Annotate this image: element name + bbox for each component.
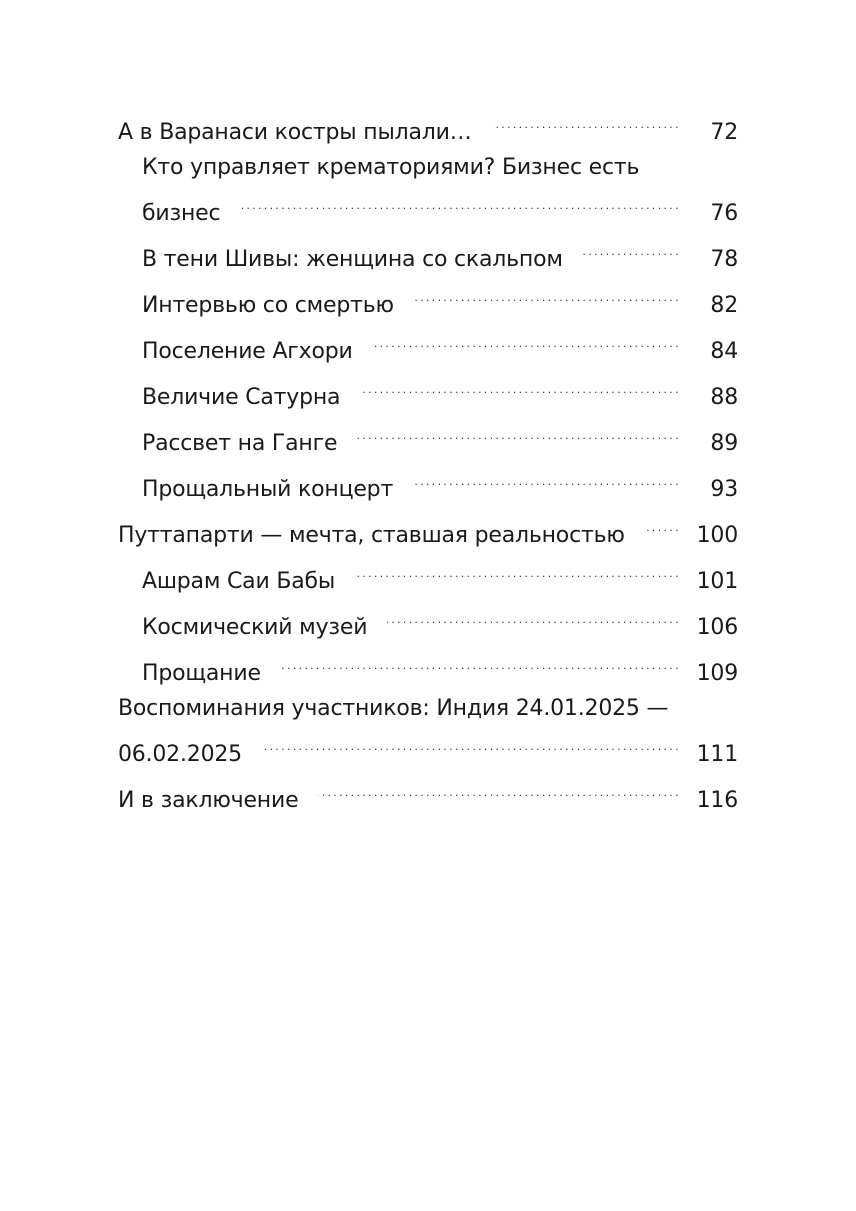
- toc-entry[interactable]: [118, 772, 738, 818]
- toc-entry-title: 06.02.2025: [118, 742, 242, 767]
- toc-entry[interactable]: [118, 461, 738, 507]
- toc-page-number: 84: [710, 339, 738, 364]
- dot-leader: [583, 231, 678, 266]
- toc-entry-line: [118, 726, 738, 772]
- dot-leader: [492, 104, 678, 139]
- toc-page-number: 100: [696, 523, 738, 548]
- dot-leader: [240, 185, 678, 220]
- dot-leader: [357, 415, 678, 450]
- toc-entry[interactable]: [118, 645, 738, 691]
- toc-entry-title: Ашрам Саи Бабы: [142, 569, 336, 594]
- dot-leader: [318, 772, 678, 807]
- toc-entry-title: Рассвет на Ганге: [142, 431, 338, 456]
- toc-entry[interactable]: [118, 104, 738, 150]
- toc-page-number: 106: [696, 615, 738, 640]
- toc-entry-line: [142, 323, 738, 369]
- toc-entry[interactable]: [118, 415, 738, 461]
- toc-entry-title: Путтапарти — мечта, ставшая реальностью: [118, 523, 625, 548]
- toc-page-number: 78: [710, 247, 738, 272]
- dot-leader: [281, 645, 678, 680]
- toc-entry-line: [142, 231, 738, 277]
- toc-entry-title: Прощальный концерт: [142, 477, 394, 502]
- toc-entry-title-line: Кто управляет крематориями? Бизнес есть: [142, 155, 640, 180]
- toc-entry[interactable]: [118, 231, 738, 277]
- toc-page-number: 111: [696, 742, 738, 767]
- dot-leader: [262, 726, 678, 761]
- dot-leader: [414, 277, 678, 312]
- toc-entry-line: [118, 772, 738, 818]
- toc-entry-title: бизнес: [142, 201, 221, 226]
- toc-page-number: 101: [696, 569, 738, 594]
- toc-page-number: 109: [696, 661, 738, 686]
- toc-entry[interactable]: [118, 691, 738, 772]
- dot-leader: [355, 553, 678, 588]
- toc-entry-title: В тени Шивы: женщина со скальпом: [142, 247, 563, 272]
- toc-page-number: 93: [710, 477, 738, 502]
- dot-leader: [413, 461, 678, 496]
- toc-entry-line: [142, 369, 738, 415]
- toc-page-number: 82: [710, 293, 738, 318]
- toc-entry-title: Поселение Агхори: [142, 339, 353, 364]
- toc-page-number: 76: [710, 201, 738, 226]
- toc-entry[interactable]: [118, 507, 738, 553]
- toc-entry-line: [142, 415, 738, 461]
- toc-entry-title: И в заключение: [118, 788, 299, 813]
- toc-entry[interactable]: [118, 150, 738, 231]
- toc-entry-title: А в Варанаси костры пылали…: [118, 120, 472, 145]
- toc-entry-title: Космический музей: [142, 615, 368, 640]
- toc-page-number: 89: [710, 431, 738, 456]
- toc-page-number: 72: [710, 120, 738, 145]
- dot-leader: [387, 599, 678, 634]
- dot-leader: [360, 369, 678, 404]
- dot-leader: [645, 507, 678, 542]
- toc-entry[interactable]: [118, 553, 738, 599]
- toc-entry-line: [142, 599, 738, 645]
- toc-entry[interactable]: [118, 369, 738, 415]
- toc-entry-line: [142, 461, 738, 507]
- toc-entry[interactable]: [118, 323, 738, 369]
- toc-entry-line: [142, 645, 738, 691]
- toc-entry-title: Прощание: [142, 661, 261, 686]
- table-of-contents: [118, 104, 738, 818]
- toc-entry[interactable]: [118, 599, 738, 645]
- toc-entry-title-line: Воспоминания участников: Индия 24.01.2025 —: [118, 696, 669, 721]
- toc-entry-line: [118, 104, 738, 150]
- toc-entry-line: [142, 277, 738, 323]
- toc-entry-title: Величие Сатурна: [142, 385, 341, 410]
- toc-entry[interactable]: [118, 277, 738, 323]
- toc-entry-line: [118, 507, 738, 553]
- dot-leader: [373, 323, 678, 358]
- toc-page-number: 116: [696, 788, 738, 813]
- toc-entry-line: [142, 185, 738, 231]
- toc-entry-line: [142, 553, 738, 599]
- toc-page-number: 88: [710, 385, 738, 410]
- toc-entry-title: Интервью со смертью: [142, 293, 394, 318]
